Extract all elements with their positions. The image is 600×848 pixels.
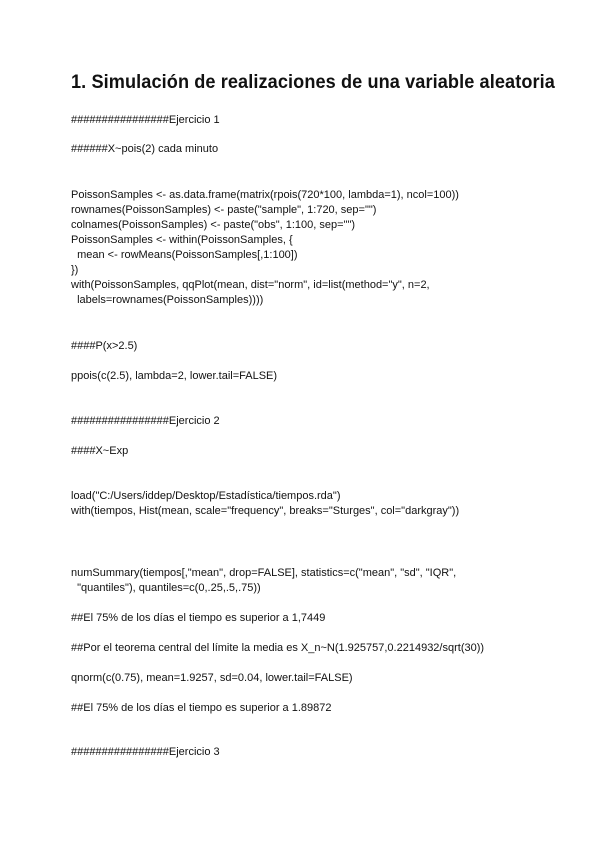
- code-line: with(PoissonSamples, qqPlot(mean, dist="norm", id=list(method="y", n=2,: [71, 279, 430, 291]
- code-line: mean <- rowMeans(PoissonSamples[,1:100]): [71, 249, 298, 261]
- comment-exercise-3: ################Ejercicio 3: [71, 746, 220, 758]
- comment-distribution: ####X~Exp: [71, 445, 129, 457]
- comment-exercise-2: ################Ejercicio 2: [71, 415, 220, 427]
- code-line: qnorm(c(0.75), mean=1.9257, sd=0.04, lower.tail=FALSE): [71, 672, 353, 684]
- code-line: with(tiempos, Hist(mean, scale="frequency", breaks="Sturges", col="darkgray")): [71, 505, 460, 517]
- comment-theorem: ##Por el teorema central del límite la media es X_n~N(1.925757,0.2214932/sqrt(30)): [71, 642, 485, 654]
- comment-result: ##El 75% de los días el tiempo es superior a 1.89872: [71, 702, 332, 714]
- code-line: load("C:/Users/iddep/Desktop/Estadística/tiempos.rda"): [71, 490, 341, 502]
- comment-distribution: ######X~pois(2) cada minuto: [71, 143, 219, 155]
- code-line: PoissonSamples <- within(PoissonSamples, {: [71, 234, 293, 246]
- code-line: }): [71, 264, 79, 276]
- section-title: 1. Simulación de realizaciones de una variable aleatoria: [71, 71, 555, 93]
- code-line: PoissonSamples <- as.data.frame(matrix(rpois(720*100, lambda=1), ncol=100)): [71, 189, 459, 201]
- code-line: "quantiles"), quantiles=c(0,.25,.5,.75)): [71, 582, 261, 594]
- code-line: numSummary(tiempos[,"mean", drop=FALSE], statistics=c("mean", "sd", "IQR",: [71, 567, 457, 579]
- code-line: ppois(c(2.5), lambda=2, lower.tail=FALSE): [71, 370, 278, 382]
- code-line: colnames(PoissonSamples) <- paste("obs", 1:100, sep=""): [71, 219, 356, 231]
- comment-result: ##El 75% de los días el tiempo es superior a 1,7449: [71, 612, 326, 624]
- comment-probability: ####P(x>2.5): [71, 340, 138, 352]
- code-line: labels=rownames(PoissonSamples)))): [71, 294, 264, 306]
- code-line: rownames(PoissonSamples) <- paste("sample", 1:720, sep=""): [71, 204, 377, 216]
- comment-exercise-1: ################Ejercicio 1: [71, 114, 220, 126]
